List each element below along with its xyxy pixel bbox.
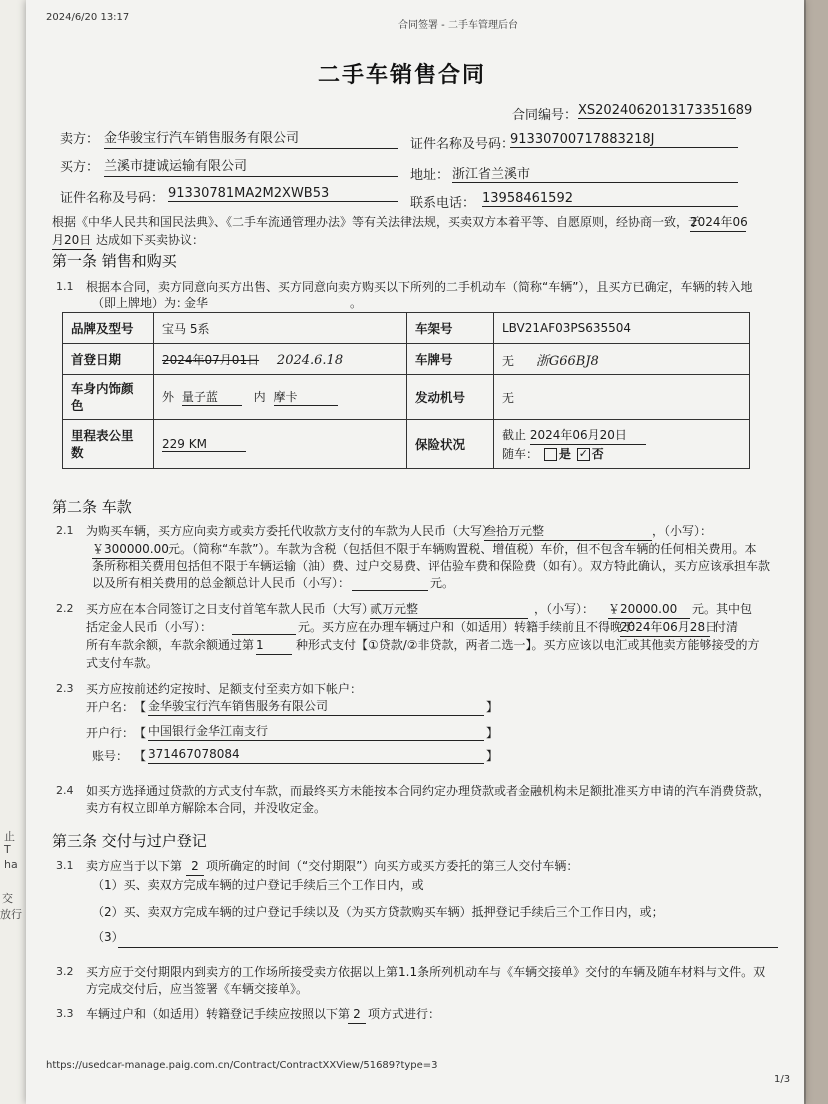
article-2-heading: 第二条 车款 — [52, 498, 132, 516]
vehicle-info-table — [62, 312, 750, 469]
insurance-label: 保险状况 — [407, 420, 494, 469]
background-right — [806, 0, 828, 1104]
first-reg-printed: 2024年07月01日 — [162, 352, 260, 367]
bracket-open: 【 — [134, 726, 147, 740]
clause-2-2-line2a: 括定金人民币（小写）： — [86, 620, 213, 634]
bracket-open: 【 — [134, 749, 147, 763]
buyer-id-label: 证件名称及号码： — [60, 191, 165, 206]
clause-2-2-line1a: 买方应在本合同签订之日支付首笔车款人民币（大写） — [86, 602, 375, 616]
contract-no-value: XS2024062013173351689 — [578, 103, 753, 118]
clause-number: 2.1 — [56, 524, 74, 537]
page-number: 1/3 — [774, 1074, 791, 1085]
delivery-option-3-blank — [118, 946, 778, 948]
article-1-heading: 第一条 销售和购买 — [52, 252, 177, 270]
total-amount-blank — [352, 589, 428, 591]
clause-2-1-line1b: ，（小写）： — [652, 524, 713, 538]
color-exterior-label: 外 — [162, 390, 175, 404]
plate-cell — [494, 344, 750, 375]
insurance-no-label: 否 — [591, 446, 604, 461]
buyer-name: 兰溪市捷诚运输有限公司 — [104, 155, 398, 177]
seller-id-label: 证件名称及号码： — [410, 137, 515, 152]
insurance-cell — [494, 420, 750, 469]
color-cell — [154, 375, 407, 420]
clause-3-2-line1: 买方应于交付期限内到卖方的工作场所接受卖方依据以上第1.1条所列机动车与《车辆交接单》交付的车辆及随车材料与文件。双 — [86, 965, 766, 979]
first-reg-handwritten: 2024.6.18 — [276, 352, 344, 368]
clause-number: 3.1 — [56, 859, 74, 872]
buyer-address-label: 地址： — [410, 168, 450, 183]
delivery-option-1: （1）买、卖双方完成车辆的过户登记手续后三个工作日内，或 — [92, 878, 424, 892]
seller-label: 卖方： — [60, 132, 100, 147]
clause-2-2-line4: 式支付车款。 — [86, 656, 159, 670]
account-bank: 中国银行金华江南支行 — [148, 722, 484, 741]
margin-glyph: 止 — [4, 830, 15, 843]
clause-2-4-line2: 卖方有权立即单方解除本合同，并没收定金。 — [86, 801, 327, 815]
contract-no-label: 合同编号： — [512, 108, 578, 123]
price-in-figures: ￥300000.00 — [92, 540, 164, 559]
price-in-words: 叁拾万元整 — [484, 522, 652, 541]
bracket-open: 【 — [134, 700, 147, 714]
account-no-label: 账号： — [92, 749, 129, 763]
clause-2-1-line4b: 元。 — [430, 576, 455, 590]
mileage-label: 里程表公里数 — [63, 420, 154, 469]
print-url: https://usedcar-manage.paig.com.cn/Contract/ContractXXView/51689?type=3 — [46, 1060, 438, 1071]
plate-label: 车牌号 — [407, 344, 494, 375]
page-title: 二手车销售合同 — [318, 63, 487, 88]
clause-3-3-a: 车辆过户和（如适用）转籍登记手续应按照以下第 — [86, 1007, 351, 1021]
clause-number: 2.4 — [56, 784, 74, 797]
clause-1-1-line1: 根据本合同，卖方同意向买方出售、买方同意向卖方购买以下所列的二手机动车（简称“车辆”），且买方已确定，车辆的转入地 — [86, 280, 753, 294]
insurance-with-car-label: 随车： — [502, 446, 539, 461]
clause-number: 3.2 — [56, 965, 74, 978]
insurance-no-checkbox[interactable] — [577, 448, 590, 461]
clause-3-1-b: 项所确定的时间（“交付期限”）向买方或买方委托的第三人交付车辆： — [206, 859, 579, 873]
article-3-heading: 第三条 交付与过户登记 — [52, 832, 207, 850]
account-name: 金华骏宝行汽车销售服务有限公司 — [148, 697, 484, 716]
clause-2-2-line1b: ，（小写）： — [534, 602, 595, 616]
clause-2-2-line1c: 元。其中包 — [692, 602, 753, 616]
seller-id-value: 91330700717883218J — [510, 132, 738, 148]
clause-2-1-line3: 条所称相关费用包括但不限于车辆运输（油）费、过户交易费、评估验车费和保险费（如有）。双方特此确认，买方应该承担车款 — [92, 559, 771, 573]
clause-2-1-line1a: 为购买车辆，买方应向卖方或卖方委托代收款方支付的车款为人民币（大写） — [86, 524, 495, 538]
account-bank-label: 开户行： — [86, 726, 135, 740]
preamble-text: 根据《中华人民共和国民法典》、《二手车流通管理办法》等有关法律法规，买卖双方本着平等、自愿原则，经协商一致，于 — [52, 215, 701, 229]
bracket-close: 】 — [486, 749, 499, 763]
print-datetime: 2024/6/20 13:17 — [46, 12, 130, 23]
margin-glyph: 放行 — [0, 908, 22, 921]
margin-glyph: T — [4, 843, 11, 856]
clause-2-2-line2c: 付清 — [714, 620, 739, 634]
transfer-option: 2 — [348, 1005, 366, 1024]
background-left — [0, 0, 28, 1104]
buyer-label: 买方： — [60, 160, 100, 175]
vin-value: LBV21AF03PS635504 — [494, 313, 750, 344]
plate-value: 无 — [502, 353, 515, 368]
mileage-value: 229 KM — [162, 437, 246, 452]
delivery-option: 2 — [186, 857, 204, 876]
brand-value: 宝马 5系 — [154, 313, 407, 344]
deposit-blank — [232, 633, 296, 635]
clause-number: 1.1 — [56, 280, 74, 293]
delivery-option-2: （2）买、卖双方完成车辆的过户登记手续以及（为买方贷款购买车辆）抵押登记手续后三个工作日内，或； — [92, 905, 664, 919]
color-label: 车身内饰颜色 — [63, 375, 154, 420]
print-page-title: 合同签署 - 二手车管理后台 — [398, 20, 518, 31]
engine-label: 发动机号 — [407, 375, 494, 420]
clause-number: 2.3 — [56, 682, 74, 695]
bracket-close: 】 — [486, 726, 499, 740]
clause-3-2-line2: 方完成交付后，应当签署《车辆交接单》。 — [86, 982, 309, 996]
mileage-cell — [154, 420, 407, 469]
clause-number: 2.2 — [56, 602, 74, 615]
insurance-date: 2024年06月20日 — [530, 426, 646, 445]
first-reg-label: 首登日期 — [63, 344, 154, 375]
payment-method: 1 — [256, 636, 292, 655]
down-payment-words: 贰万元整 — [370, 600, 528, 619]
down-payment-figures: ￥20000.00 — [608, 600, 690, 619]
clause-1-1-line2: （即上牌地）为： — [92, 296, 189, 310]
first-reg-cell — [154, 344, 407, 375]
brand-label: 品牌及型号 — [63, 313, 154, 344]
account-number: 371467078084 — [148, 745, 484, 764]
insurance-yes-label: 是 — [558, 446, 571, 461]
clause-2-2-line3a: 所有车款余额，车款余额通过第 — [86, 638, 255, 652]
color-interior-label: 内 — [253, 390, 266, 404]
clause-2-3-text: 买方应按前述约定按时、足额支付至卖方如下帐户： — [86, 682, 363, 696]
preamble-date-a: 2024年06 — [690, 213, 746, 232]
plate-handwritten: 浙G66BJ8 — [535, 353, 599, 369]
account-name-label: 开户名： — [86, 700, 135, 714]
bracket-close: 】 — [486, 700, 499, 714]
clause-2-4-line1: 如买方选择通过贷款的方式支付车款，而最终买方未能按本合同约定办理贷款或者金融机构未足额批准买方申请的汽车消费贷款， — [86, 784, 771, 798]
clause-2-1-line2: 元。（简称“车款”）。车款为含税（包括但不限于车辆购置税、增值税）车价，但不包含车辆的任何相关费用。本 — [168, 542, 757, 556]
buyer-phone-label: 联系电话： — [410, 196, 476, 211]
preamble-tail: 达成如下买卖协议： — [96, 233, 205, 247]
engine-value: 无 — [494, 375, 750, 420]
color-exterior: 量子蓝 — [182, 388, 242, 406]
insurance-until-label: 截止 — [502, 427, 527, 442]
buyer-phone-value: 13958461592 — [482, 191, 738, 207]
clause-number: 3.3 — [56, 1007, 74, 1020]
preamble-date-b: 月20日 — [52, 231, 92, 250]
margin-glyph: 交 — [2, 892, 13, 905]
clause-1-1-end: 。 — [350, 296, 363, 310]
insurance-yes-checkbox[interactable] — [544, 448, 557, 461]
clause-3-1-a: 卖方应当于以下第 — [86, 859, 183, 873]
vin-label: 车架号 — [407, 313, 494, 344]
clause-2-1-line4: 以及所有相关费用的总金额总计人民币（小写）： — [92, 576, 351, 590]
balance-deadline: 2024年06月28日 — [620, 618, 710, 637]
clause-3-3-b: 项方式进行： — [368, 1007, 441, 1021]
color-interior: 摩卡 — [274, 388, 338, 406]
clause-2-2-line3b: 种形式支付【①贷款/②非贷款，两者二选一】。买方应该以电汇或其他卖方能够接受的方 — [296, 638, 760, 652]
delivery-option-3: （3） — [92, 930, 124, 944]
clause-1-1-place: 金华 — [184, 294, 348, 313]
buyer-address-value: 浙江省兰溪市 — [452, 163, 738, 183]
buyer-id-value: 91330781MA2M2XWB53 — [168, 186, 398, 202]
clause-2-2-line2b: 元。买方应在办理车辆过户和（如适用）转籍手续前且不得晚于 — [298, 620, 635, 634]
margin-glyph: ha — [4, 858, 18, 871]
seller-name: 金华骏宝行汽车销售服务有限公司 — [104, 127, 398, 149]
